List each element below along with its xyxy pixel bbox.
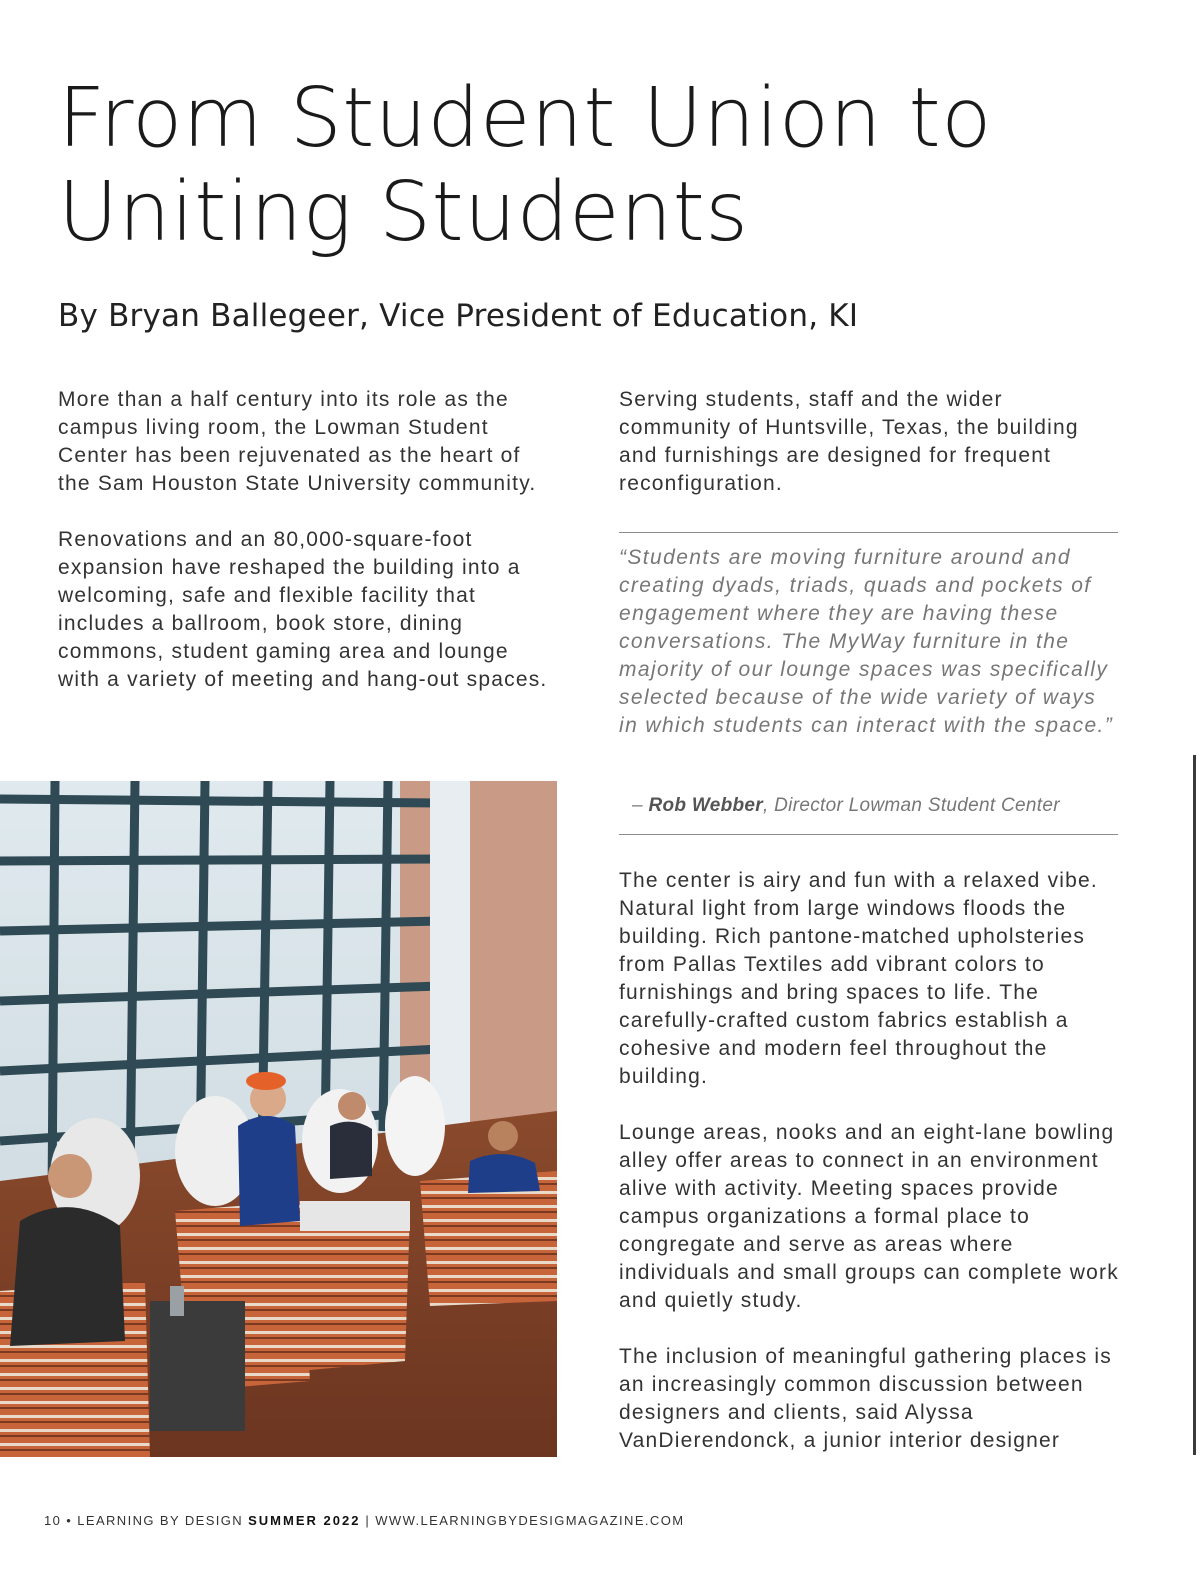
title-line-1: From Student Union to — [58, 71, 992, 166]
lounge-illustration — [0, 781, 557, 1457]
paragraph: The inclusion of meaningful gathering places is an increasingly common discussion between designers and clients, said Alyssa VanDierendonck, a junior interior designer — [619, 1345, 1112, 1452]
right-column-top — [619, 386, 1117, 526]
paragraph: More than a half century into its role as the campus living room, the Lowman Student Center has been rejuvenated as the heart of the Sam Houston State University community. — [58, 388, 537, 495]
footer-url: WWW.LEARNINGBYDESIGMAGAZINE.COM — [375, 1513, 685, 1528]
quote-divider-bottom — [619, 834, 1118, 835]
left-column — [58, 386, 554, 722]
paragraph: Renovations and an 80,000-square-foot expansion have reshaped the building into a welcoming, safe and flexible facility that includes a ballroom, book store, dining commons, student gaming area and lounge with a variety of meeting and hang-out spaces. — [58, 528, 548, 691]
footer-separator: • — [61, 1513, 78, 1528]
page-number: 10 — [44, 1513, 62, 1528]
footer-divider: | — [360, 1513, 376, 1528]
publication-name: LEARNING BY DESIGN — [77, 1513, 244, 1528]
page-edge-strip — [1193, 755, 1196, 1455]
lounge-photo — [0, 781, 557, 1457]
article-title — [58, 72, 1158, 260]
attribution-dash: – — [632, 795, 649, 816]
quote-divider-top — [619, 532, 1118, 533]
issue-label: SUMMER 2022 — [248, 1513, 361, 1528]
attribution-name: Rob Webber — [648, 795, 763, 816]
right-column-bottom — [619, 867, 1119, 1483]
attribution-role: , Director Lowman Student Center — [763, 795, 1060, 816]
paragraph: Serving students, staff and the wider community of Huntsville, Texas, the building and furnishings are designed for frequent reconfiguration. — [619, 388, 1079, 495]
pull-quote: “Students are moving furniture around and creating dyads, triads, quads and pockets of engagement where they are having these conversations. The MyWay furniture in the majority of our lounge spaces was specifically selected because of the wide variety of ways in which students can interact with the space.” — [619, 546, 1114, 737]
quote-attribution — [632, 793, 1112, 819]
paragraph: The center is airy and fun with a relaxed vibe. Natural light from large windows floods the building. Rich pantone-matched upholsteries from Pallas Textiles add vibrant colors to furnishings and bring spaces to life. The carefully-crafted custom fabrics establish a cohesive and modern feel throughout the building. — [619, 869, 1098, 1088]
page-footer — [44, 1512, 684, 1530]
byline: By Bryan Ballegeer, Vice President of Education, KI — [58, 298, 859, 334]
paragraph: Lounge areas, nooks and an eight-lane bowling alley offer areas to connect in an environment alive with activity. Meeting spaces provide campus organizations a formal place to congregate and serve as areas where individuals and small groups can complete work and quietly study. — [619, 1121, 1119, 1312]
title-line-2: Uniting Students — [58, 165, 749, 260]
